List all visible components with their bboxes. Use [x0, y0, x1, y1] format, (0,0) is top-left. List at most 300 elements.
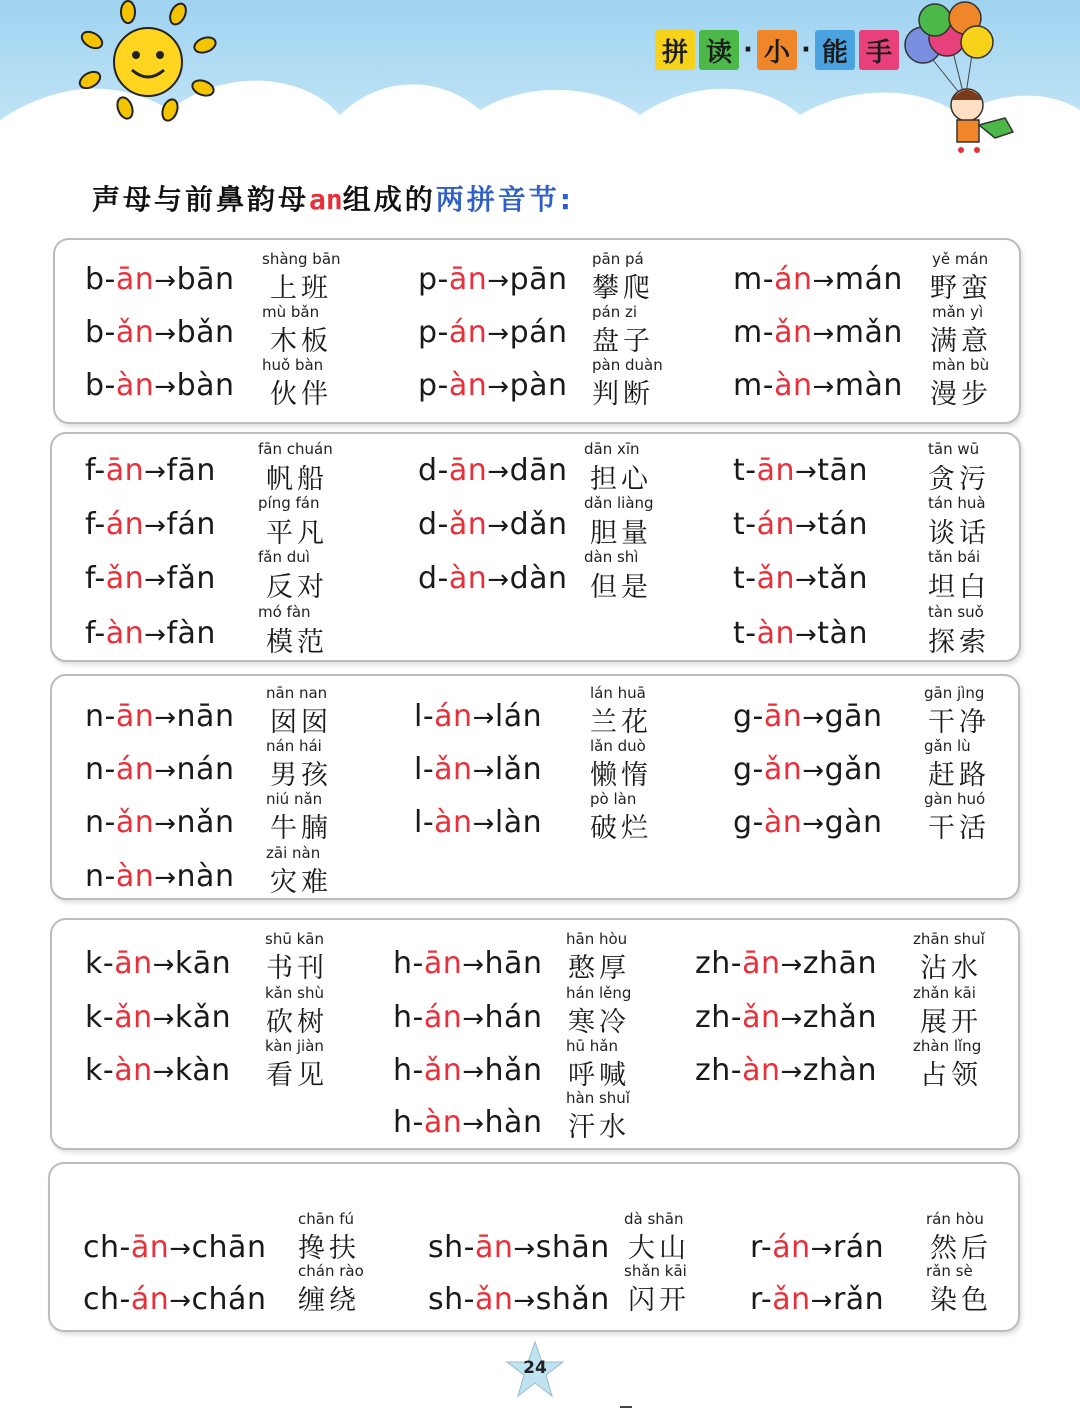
syllable-spelling: n-àn→nàn: [85, 859, 235, 894]
final-with-tone: àn: [114, 1053, 153, 1088]
final-with-tone: án: [774, 262, 813, 297]
initial: b: [85, 368, 105, 403]
word-hanzi: 牛腩: [270, 813, 332, 844]
balloon-girl-illustration: [895, 0, 1035, 160]
initial: h: [393, 1105, 413, 1140]
arrow-icon: →: [795, 565, 818, 595]
initial: h: [393, 1000, 413, 1035]
syllable-result: pān: [509, 262, 568, 297]
title-char: 小: [757, 30, 797, 70]
syllable-spelling: h-án→hán: [393, 1000, 543, 1035]
final-with-tone: ǎn: [774, 315, 813, 350]
initial: b: [85, 315, 105, 350]
syllable-spelling: l-án→lán: [414, 699, 543, 734]
final-with-tone: ān: [742, 946, 781, 981]
syllable-result: rán: [832, 1230, 885, 1265]
arrow-icon: →: [154, 809, 177, 839]
syllable-result: kǎn: [174, 1000, 232, 1035]
arrow-icon: →: [487, 565, 510, 595]
word-pinyin: pò làn: [590, 790, 637, 808]
final-with-tone: ǎn: [448, 507, 488, 542]
word-hanzi: 但是: [590, 572, 652, 603]
initial: p: [418, 262, 438, 297]
arrow-icon: →: [152, 1004, 175, 1034]
final-with-tone: ǎn: [742, 1000, 781, 1035]
sun-icon: [70, 0, 230, 130]
word-hanzi: 盘子: [592, 326, 654, 357]
arrow-icon: →: [487, 372, 510, 402]
initial: p: [418, 368, 438, 403]
word-pinyin: dà shān: [624, 1210, 684, 1228]
final-with-tone: àn: [742, 1053, 781, 1088]
final-with-tone: ān: [763, 699, 803, 734]
syllable-result: dàn: [509, 561, 568, 596]
word-pinyin: zhǎn kāi: [913, 984, 976, 1002]
syllable-spelling: n-ān→nān: [85, 699, 235, 734]
word-hanzi: 反对: [266, 572, 328, 603]
syllable-spelling: zh-ǎn→zhǎn: [695, 1000, 877, 1035]
arrow-icon: →: [812, 372, 835, 402]
word-hanzi: 兰花: [590, 707, 652, 738]
word-pinyin: gàn huó: [924, 790, 986, 808]
syllable-spelling: h-ān→hān: [393, 946, 543, 981]
syllable-result: zhàn: [802, 1053, 877, 1088]
title-char: 能: [815, 30, 855, 70]
arrow-icon: →: [154, 372, 177, 402]
syllable-spelling: m-án→mán: [733, 262, 903, 297]
word-pinyin: rán hòu: [926, 1210, 984, 1228]
word-pinyin: nán hái: [266, 737, 322, 755]
syllable-result: gàn: [824, 805, 883, 840]
final-with-tone: ǎn: [115, 805, 155, 840]
final-with-tone: ān: [448, 453, 488, 488]
word-pinyin: mǎn yì: [932, 303, 984, 321]
arrow-icon: →: [152, 1057, 175, 1087]
final-with-tone: án: [130, 1282, 170, 1317]
word-pinyin: píng fán: [258, 494, 320, 512]
arrow-icon: →: [169, 1234, 192, 1264]
syllable-result: fān: [166, 453, 216, 488]
syllable-result: hàn: [484, 1105, 543, 1140]
word-pinyin: lǎn duò: [590, 737, 646, 755]
word-hanzi: 灾难: [270, 867, 332, 898]
syllable-result: gǎn: [824, 752, 883, 787]
word-pinyin: hàn shuǐ: [566, 1089, 630, 1107]
final-with-tone: ǎn: [434, 752, 473, 787]
syllable-result: lǎn: [494, 752, 543, 787]
final-with-tone: án: [772, 1230, 811, 1265]
initial: m: [733, 368, 763, 403]
initial: b: [85, 262, 105, 297]
arrow-icon: →: [487, 319, 510, 349]
word-pinyin: kǎn shù: [265, 984, 324, 1002]
word-hanzi: 野蛮: [930, 273, 992, 304]
arrow-icon: →: [154, 703, 177, 733]
initial: k: [85, 1000, 103, 1035]
arrow-icon: →: [802, 809, 825, 839]
word-hanzi: 憨厚: [568, 953, 630, 984]
syllable-result: hán: [484, 1000, 543, 1035]
arrow-icon: →: [144, 620, 167, 650]
word-pinyin: zhān shuǐ: [913, 930, 985, 948]
arrow-icon: →: [154, 863, 177, 893]
initial: m: [733, 315, 763, 350]
final-with-tone: ān: [105, 453, 145, 488]
final-with-tone: ǎn: [423, 1053, 463, 1088]
syllable-spelling: f-án→fán: [85, 507, 216, 542]
syllable-result: bān: [176, 262, 235, 297]
final-with-tone: ǎn: [115, 315, 155, 350]
word-hanzi: 书刊: [266, 953, 328, 984]
initial: sh: [428, 1230, 464, 1265]
word-hanzi: 然后: [930, 1233, 992, 1264]
arrow-icon: →: [802, 703, 825, 733]
syllable-result: mǎn: [834, 315, 903, 350]
initial: k: [85, 946, 103, 981]
word-pinyin: dàn shì: [584, 548, 639, 566]
syllable-result: pán: [509, 315, 568, 350]
arrow-icon: →: [780, 950, 803, 980]
word-hanzi: 展开: [920, 1007, 982, 1038]
syllable-spelling: t-ān→tān: [733, 453, 868, 488]
initial: sh: [428, 1282, 464, 1317]
word-pinyin: gān jìng: [924, 684, 985, 702]
word-hanzi: 帆船: [266, 464, 328, 495]
initial: zh: [695, 946, 731, 981]
word-hanzi: 占领: [920, 1060, 982, 1091]
final-with-tone: àn: [756, 616, 795, 651]
final-with-tone: ān: [130, 1230, 170, 1265]
syllable-spelling: g-ǎn→gǎn: [733, 752, 883, 787]
section-title: 拼 读 · 小 · 能 手: [655, 30, 899, 70]
syllable-spelling: sh-ǎn→shǎn: [428, 1282, 610, 1317]
arrow-icon: →: [795, 511, 818, 541]
syllable-spelling: l-ǎn→lǎn: [414, 752, 543, 787]
final-with-tone: ān: [756, 453, 795, 488]
initial: g: [733, 699, 753, 734]
final-with-tone: ān: [115, 699, 155, 734]
syllable-spelling: r-ǎn→rǎn: [750, 1282, 885, 1317]
final-with-tone: ān: [448, 262, 488, 297]
word-hanzi: 染色: [930, 1285, 992, 1316]
word-hanzi: 胆量: [590, 518, 652, 549]
syllable-spelling: b-àn→bàn: [85, 368, 235, 403]
word-hanzi: 判断: [592, 379, 654, 410]
arrow-icon: →: [795, 457, 818, 487]
arrow-icon: →: [513, 1286, 536, 1316]
word-hanzi: 攀爬: [592, 273, 654, 304]
word-hanzi: 囡囡: [270, 707, 332, 738]
final-with-tone: àn: [434, 805, 473, 840]
initial: f: [85, 616, 95, 651]
final-with-tone: àn: [115, 859, 155, 894]
initial: g: [733, 752, 753, 787]
arrow-icon: →: [169, 1286, 192, 1316]
word-pinyin: niú nǎn: [266, 790, 323, 808]
arrow-icon: →: [154, 319, 177, 349]
initial: n: [85, 859, 105, 894]
final-with-tone: àn: [774, 368, 813, 403]
word-pinyin: lán huā: [590, 684, 646, 702]
arrow-icon: →: [472, 703, 495, 733]
word-pinyin: mù bǎn: [262, 303, 320, 321]
final-with-tone: án: [756, 507, 795, 542]
syllable-spelling: b-ān→bān: [85, 262, 235, 297]
word-hanzi: 贪污: [928, 464, 990, 495]
arrow-icon: →: [810, 1234, 833, 1264]
arrow-icon: →: [154, 756, 177, 786]
arrow-icon: →: [810, 1286, 833, 1316]
initial: r: [750, 1282, 761, 1317]
word-pinyin: màn bù: [932, 356, 990, 374]
final-with-tone: án: [105, 507, 145, 542]
syllable-result: nǎn: [176, 805, 235, 840]
syllable-spelling: b-ǎn→bǎn: [85, 315, 235, 350]
word-pinyin: gǎn lù: [924, 737, 971, 755]
syllable-result: hǎn: [484, 1053, 543, 1088]
syllable-spelling: d-àn→dàn: [418, 561, 568, 596]
word-pinyin: tān wū: [928, 440, 980, 458]
arrow-icon: →: [144, 565, 167, 595]
syllable-spelling: g-àn→gàn: [733, 805, 883, 840]
word-hanzi: 沾水: [920, 953, 982, 984]
initial: ch: [83, 1230, 120, 1265]
word-hanzi: 木板: [270, 326, 332, 357]
initial: p: [418, 315, 438, 350]
word-hanzi: 探索: [928, 627, 990, 658]
word-pinyin: rǎn sè: [926, 1262, 973, 1280]
word-pinyin: dǎn liàng: [584, 494, 654, 512]
word-pinyin: fǎn duì: [258, 548, 310, 566]
initial: r: [750, 1230, 761, 1265]
syllable-result: tān: [817, 453, 868, 488]
initial: d: [418, 453, 438, 488]
word-hanzi: 寒冷: [568, 1007, 630, 1038]
word-pinyin: yě mán: [932, 250, 989, 268]
arrow-icon: →: [487, 511, 510, 541]
final-with-tone: ǎn: [114, 1000, 153, 1035]
word-hanzi: 砍树: [266, 1007, 328, 1038]
syllable-result: mán: [834, 262, 903, 297]
initial: n: [85, 699, 105, 734]
syllable-result: fǎn: [166, 561, 216, 596]
word-pinyin: dān xīn: [584, 440, 640, 458]
word-pinyin: hān hòu: [566, 930, 628, 948]
syllable-spelling: zh-ān→zhān: [695, 946, 877, 981]
syllable-result: dān: [509, 453, 568, 488]
arrow-icon: →: [780, 1057, 803, 1087]
syllable-result: bǎn: [176, 315, 235, 350]
word-pinyin: shū kān: [265, 930, 324, 948]
final-with-tone: ān: [114, 946, 153, 981]
word-pinyin: huǒ bàn: [262, 356, 324, 374]
syllable-spelling: t-án→tán: [733, 507, 868, 542]
syllable-result: fàn: [166, 616, 216, 651]
syllable-result: zhǎn: [802, 1000, 877, 1035]
final-with-tone: ǎn: [756, 561, 795, 596]
syllable-result: chān: [191, 1230, 267, 1265]
initial: f: [85, 561, 95, 596]
initial: f: [85, 453, 95, 488]
word-hanzi: 上班: [270, 273, 332, 304]
final-with-tone: án: [423, 1000, 463, 1035]
initial: zh: [695, 1053, 731, 1088]
arrow-icon: →: [144, 511, 167, 541]
syllable-result: làn: [494, 805, 543, 840]
initial: d: [418, 507, 438, 542]
syllable-spelling: f-ān→fān: [85, 453, 216, 488]
initial: d: [418, 561, 438, 596]
arrow-icon: →: [812, 266, 835, 296]
word-pinyin: nān nan: [266, 684, 328, 702]
word-pinyin: tàn suǒ: [928, 603, 984, 621]
title-char: 读: [699, 30, 739, 70]
syllable-result: kān: [174, 946, 232, 981]
word-hanzi: 汗水: [568, 1112, 630, 1143]
arrow-icon: →: [154, 266, 177, 296]
word-pinyin: hū hǎn: [566, 1037, 618, 1055]
initial: zh: [695, 1000, 731, 1035]
syllable-spelling: h-àn→hàn: [393, 1105, 543, 1140]
syllable-result: kàn: [174, 1053, 231, 1088]
arrow-icon: →: [472, 756, 495, 786]
initial: l: [414, 699, 423, 734]
syllable-result: tàn: [817, 616, 868, 651]
syllable-spelling: n-ǎn→nǎn: [85, 805, 235, 840]
syllable-spelling: r-án→rán: [750, 1230, 885, 1265]
final-with-tone: àn: [448, 561, 488, 596]
syllable-result: pàn: [509, 368, 568, 403]
syllable-spelling: zh-àn→zhàn: [695, 1053, 877, 1088]
initial: t: [733, 616, 746, 651]
arrow-icon: →: [812, 319, 835, 349]
arrow-icon: →: [513, 1234, 536, 1264]
word-pinyin: mó fàn: [258, 603, 311, 621]
word-hanzi: 担心: [590, 464, 652, 495]
syllable-spelling: p-án→pán: [418, 315, 568, 350]
final-with-tone: ǎn: [772, 1282, 811, 1317]
word-pinyin: fān chuán: [258, 440, 333, 458]
syllable-spelling: p-àn→pàn: [418, 368, 568, 403]
initial: t: [733, 453, 746, 488]
arrow-icon: →: [152, 950, 175, 980]
page-number: 24: [523, 1358, 547, 1378]
syllable-spelling: f-ǎn→fǎn: [85, 561, 216, 596]
initial: n: [85, 805, 105, 840]
initial: l: [414, 805, 423, 840]
final-with-tone: àn: [115, 368, 155, 403]
arrow-icon: →: [795, 620, 818, 650]
syllable-result: gān: [824, 699, 883, 734]
word-hanzi: 伙伴: [270, 379, 332, 410]
arrow-icon: →: [487, 457, 510, 487]
title-char: 手: [859, 30, 899, 70]
syllable-result: chán: [191, 1282, 267, 1317]
title-char: 拼: [655, 30, 695, 70]
word-pinyin: tǎn bái: [928, 548, 981, 566]
word-pinyin: zāi nàn: [266, 844, 321, 862]
syllable-spelling: ch-ān→chān: [83, 1230, 267, 1265]
initial: m: [733, 262, 763, 297]
final-with-tone: ān: [115, 262, 155, 297]
word-pinyin: zhàn lǐng: [913, 1037, 982, 1055]
syllable-result: tǎn: [817, 561, 868, 596]
word-hanzi: 赶路: [928, 760, 990, 791]
syllable-spelling: t-ǎn→tǎn: [733, 561, 868, 596]
word-hanzi: 坦白: [928, 572, 990, 603]
syllable-result: dǎn: [509, 507, 568, 542]
initial: g: [733, 805, 753, 840]
word-hanzi: 干净: [928, 707, 990, 738]
final-with-tone: ān: [423, 946, 463, 981]
syllable-result: bàn: [176, 368, 235, 403]
initial: h: [393, 1053, 413, 1088]
arrow-icon: →: [462, 1109, 485, 1139]
final-with-tone: àn: [423, 1105, 463, 1140]
syllable-result: nān: [176, 699, 235, 734]
arrow-icon: →: [802, 756, 825, 786]
arrow-icon: →: [462, 1057, 485, 1087]
syllable-spelling: l-àn→làn: [414, 805, 543, 840]
syllable-result: shǎn: [535, 1282, 610, 1317]
final-with-tone: ǎn: [474, 1282, 514, 1317]
syllable-result: nán: [176, 752, 235, 787]
word-hanzi: 搀扶: [298, 1233, 360, 1264]
syllable-spelling: k-ān→kān: [85, 946, 232, 981]
syllable-result: shān: [535, 1230, 610, 1265]
initial: k: [85, 1053, 103, 1088]
initial: t: [733, 561, 746, 596]
syllable-result: nàn: [176, 859, 235, 894]
word-hanzi: 呼喊: [568, 1060, 630, 1091]
initial: l: [414, 752, 423, 787]
final-with-tone: àn: [105, 616, 145, 651]
word-pinyin: pán zi: [592, 303, 638, 321]
syllable-result: fán: [166, 507, 216, 542]
word-pinyin: tán huà: [928, 494, 986, 512]
word-hanzi: 平凡: [266, 518, 328, 549]
subtitle: 声母与前鼻韵母an组成的两拼音节:: [92, 183, 574, 216]
word-hanzi: 模范: [266, 627, 328, 658]
word-pinyin: shàng bān: [262, 250, 341, 268]
word-pinyin: chán rào: [298, 1262, 364, 1280]
final-with-tone: án: [115, 752, 155, 787]
word-hanzi: 谈话: [928, 518, 990, 549]
word-hanzi: 懒惰: [590, 760, 652, 791]
syllable-spelling: m-àn→màn: [733, 368, 903, 403]
word-hanzi: 男孩: [270, 760, 332, 791]
syllable-result: hān: [484, 946, 543, 981]
word-hanzi: 满意: [930, 326, 992, 357]
arrow-icon: →: [462, 950, 485, 980]
word-pinyin: shǎn kāi: [624, 1262, 687, 1280]
syllable-spelling: h-ǎn→hǎn: [393, 1053, 543, 1088]
syllable-spelling: n-án→nán: [85, 752, 235, 787]
syllable-result: rǎn: [832, 1282, 885, 1317]
final-with-tone: án: [434, 699, 473, 734]
arrow-icon: →: [462, 1004, 485, 1034]
syllable-result: màn: [834, 368, 903, 403]
word-hanzi: 缠绕: [298, 1285, 360, 1316]
final-with-tone: án: [448, 315, 488, 350]
syllable-result: tán: [817, 507, 868, 542]
syllable-spelling: k-àn→kàn: [85, 1053, 231, 1088]
initial: h: [393, 946, 413, 981]
final-with-tone: ān: [474, 1230, 514, 1265]
final-with-tone: ǎn: [763, 752, 803, 787]
word-hanzi: 看见: [266, 1060, 328, 1091]
syllable-spelling: ch-án→chán: [83, 1282, 267, 1317]
